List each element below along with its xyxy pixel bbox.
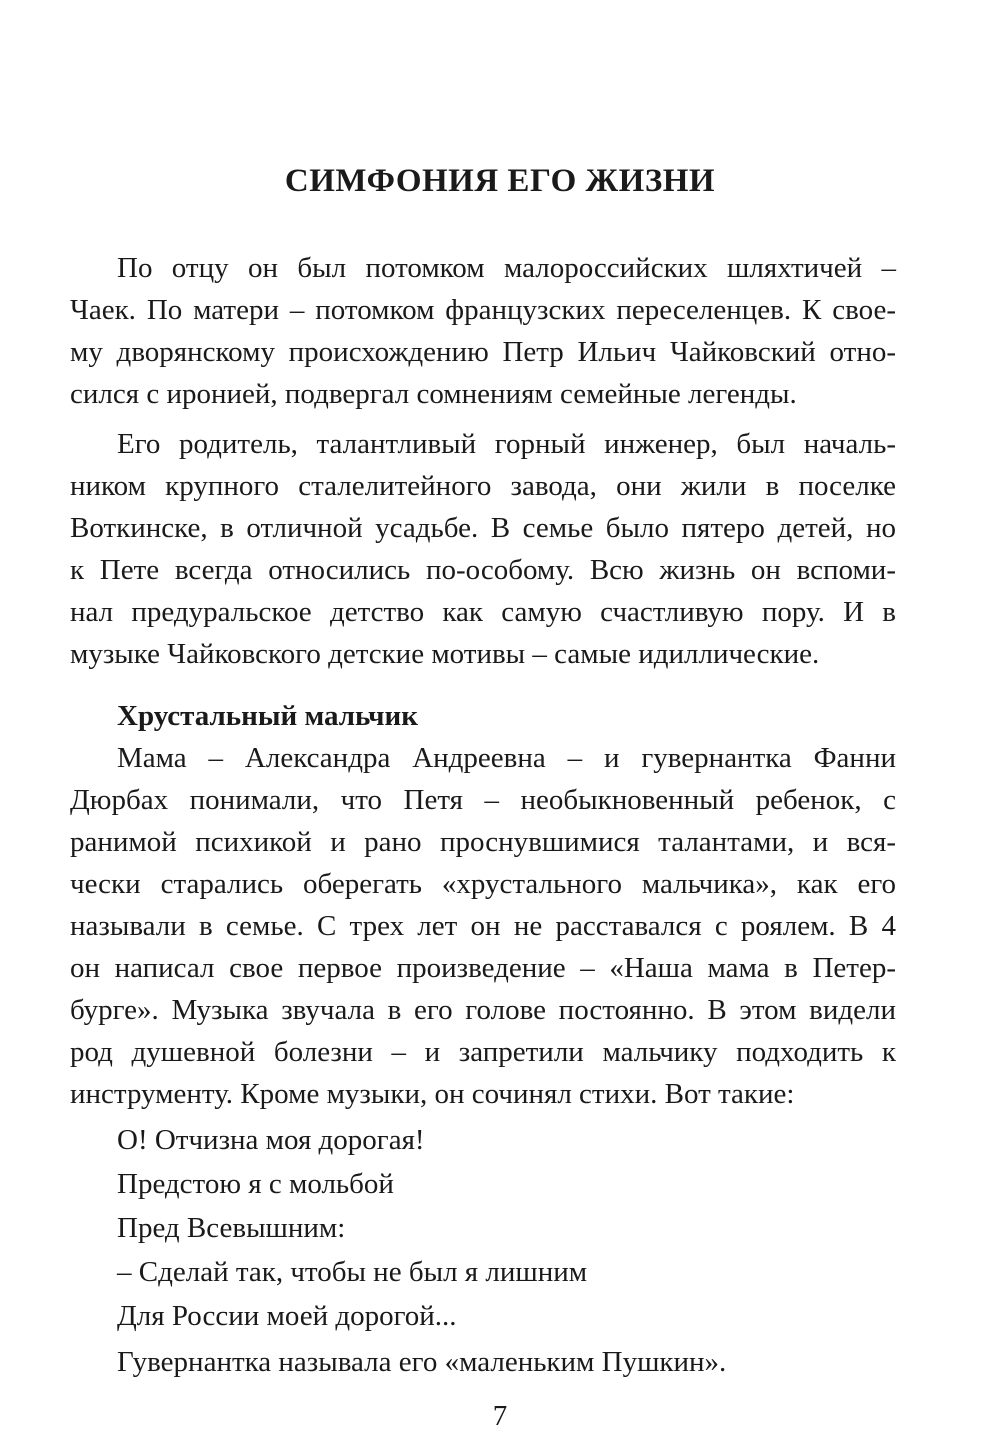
text-line: называли в семье. С трех лет он не расставался с роялем. В 4 — [70, 910, 896, 942]
text-line: Дюрбах понимали, что Петя – необыкновенный ребенок, с — [70, 784, 896, 816]
poem-line: Предстою я с мольбой — [117, 1168, 394, 1200]
poem-line: – Сделай так, чтобы не был я лишним — [117, 1256, 588, 1288]
poem-line: Пред Всевышним: — [117, 1212, 346, 1244]
text-line: ником крупного сталелитейного завода, они жили в поселке — [70, 470, 896, 502]
text-line: музыке Чайковского детские мотивы – самые идиллические. — [70, 638, 820, 670]
section-subheading: Хрустальный мальчик — [117, 700, 418, 732]
chapter-title: СИМФОНИЯ ЕГО ЖИЗНИ — [284, 163, 716, 199]
text-line: По отцу он был потомком малороссийских шляхтичей – — [117, 252, 896, 284]
text-line: ранимой психикой и рано проснувшимися талантами, и вся- — [70, 826, 896, 858]
text-line: чески старались оберегать «хрустального мальчика», как его — [70, 868, 896, 900]
text-line: он написал свое первое произведение – «Наша мама в Петер- — [70, 952, 896, 984]
text-line: Его родитель, талантливый горный инженер, был началь- — [117, 428, 896, 460]
text-line: Чаек. По матери – потомком французских переселенцев. К свое- — [70, 294, 896, 326]
text-line: бурге». Музыка звучала в его голове постоянно. В этом видели — [70, 994, 896, 1026]
closing-line: Гувернантка называла его «маленьким Пушкин». — [117, 1346, 727, 1378]
text-line: нал предуральское детство как самую счастливую пору. И в — [70, 596, 896, 628]
text-line: му дворянскому происхождению Петр Ильич Чайковский отно- — [70, 336, 896, 368]
text-line: инструменту. Кроме музыки, он сочинял стихи. Вот такие: — [70, 1078, 795, 1110]
text-line: сился с иронией, подвергал сомнениям семейные легенды. — [70, 378, 797, 410]
text-line: к Пете всегда относились по-особому. Всю жизнь он вспоми- — [70, 554, 896, 586]
text-line: род душевной болезни – и запретили мальчику подходить к — [70, 1036, 896, 1068]
poem-line: О! Отчизна моя дорогая! — [117, 1124, 425, 1156]
poem-line: Для России моей дорогой... — [117, 1300, 457, 1332]
text-line: Мама – Александра Андреевна – и гувернантка Фанни — [117, 742, 896, 774]
page-number: 7 — [492, 1400, 508, 1432]
text-line: Воткинске, в отличной усадьбе. В семье было пятеро детей, но — [70, 512, 896, 544]
